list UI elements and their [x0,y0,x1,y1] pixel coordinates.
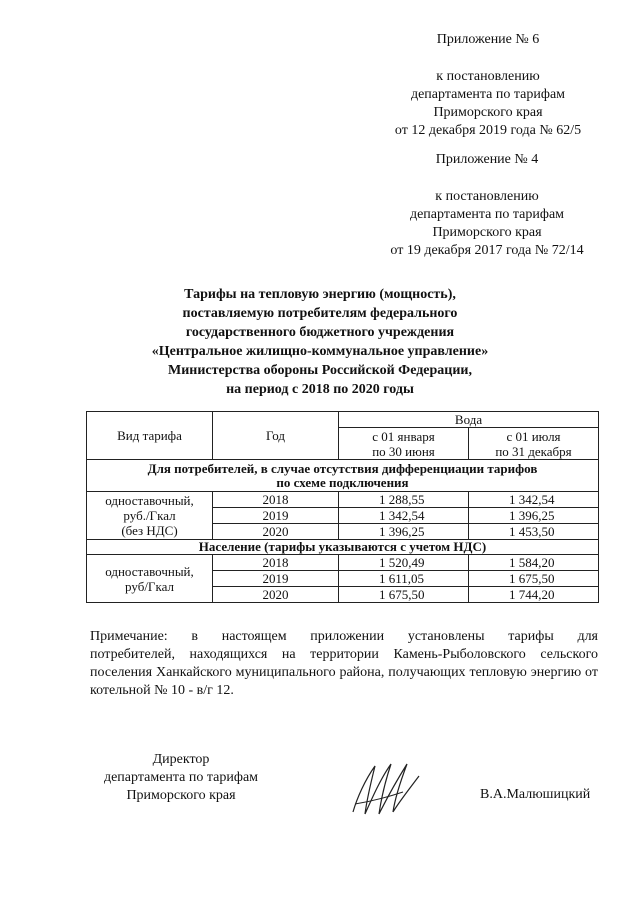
appendix-original-line: от 19 декабря 2017 года № 72/14 [390,243,584,258]
period-line: по 30 июня [372,443,435,459]
title-line: на период с 2018 по 2020 годы [226,382,414,397]
director-line: департамента по тарифам [103,770,259,785]
tariff-type-line: одноставочный, [105,493,194,508]
tariff-value-h1: 1 611,05 [339,571,469,587]
table-row [87,555,599,571]
year-cell: 2019 [213,508,339,524]
document-title [90,285,550,399]
title-line: государственного бюджетного учреждения [185,325,455,340]
appendix-current-line: от 12 декабря 2019 года № 62/5 [394,123,582,138]
title-line: Тарифы на тепловую энергию (мощность), [184,287,456,302]
year-cell: 2020 [213,524,339,540]
note-rest: потребителей, находящихся на территории Камень-Рыболовского сельского поселения Ханкайского муниципального района, получающих тепловую энергию от котельной № 10 - в/г 12. [90,647,598,698]
director-line: Директор [152,752,210,767]
appendix-original-line: Приморского края [432,225,542,240]
director-block [88,751,274,805]
year-cell: 2018 [213,555,339,571]
tariff-type-line: одноставочный, [105,563,194,579]
tariff-value-h2: 1 744,20 [469,587,599,603]
appendix-original-title: Приложение № 4 [435,152,539,167]
tariff-type-line: руб./Гкал [123,508,176,523]
appendix-current-line: Приморского края [433,105,543,120]
tariff-type-cell [87,492,213,540]
tariff-type-cell [87,555,213,603]
handwritten-signature [345,758,425,818]
appendix-current-line: департамента по тарифам [410,87,566,102]
appendix-current-title: Приложение № 6 [436,32,540,47]
period-line: с 01 июля [506,428,561,444]
header-year: Год [213,412,339,460]
appendix-original-header [376,151,598,260]
tariff-value-h2: 1 396,25 [469,508,599,524]
tariff-value-h2: 1 342,54 [469,492,599,508]
period-line: по 31 декабря [495,443,572,459]
section-title-population: Население (тарифы указываются с учетом НДС) [87,540,599,555]
section-title-line: Для потребителей, в случае отсутствия дифференциации тарифов [147,460,538,476]
tariff-value-h2: 1 453,50 [469,524,599,540]
title-line: Министерства обороны Российской Федерации, [167,363,472,378]
table-row [87,492,599,508]
year-cell: 2020 [213,587,339,603]
year-cell: 2018 [213,492,339,508]
header-period-second-half [469,428,599,460]
header-period-first-half [339,428,469,460]
appendix-original-line: к постановлению [435,189,539,204]
header-water: Вода [339,412,599,428]
tariff-value-h2: 1 584,20 [469,555,599,571]
appendix-original-line: департамента по тарифам [409,207,565,222]
tariff-value-h2: 1 675,50 [469,571,599,587]
appendix-current-header [378,31,598,140]
appendix-current-line: к постановлению [436,69,540,84]
note-paragraph [90,628,598,700]
director-line: Приморского края [126,788,236,803]
year-cell: 2019 [213,571,339,587]
tariffs-table [86,411,599,603]
title-line: поставляемую потребителям федерального [182,306,458,321]
tariff-value-h1: 1 520,49 [339,555,469,571]
tariff-value-h1: 1 396,25 [339,524,469,540]
note-first-line: Примечание: в настоящем приложении установлены тарифы для [90,629,598,644]
section-title-general [87,460,599,492]
header-tariff-type: Вид тарифа [87,412,213,460]
title-line: «Центральное жилищно-коммунальное управление» [151,344,489,359]
tariff-value-h1: 1 342,54 [339,508,469,524]
period-line: с 01 января [372,428,435,444]
tariff-value-h1: 1 288,55 [339,492,469,508]
tariff-type-line: руб/Гкал [125,578,174,594]
signer-name: В.А.Малюшицкий [480,787,591,802]
tariff-value-h1: 1 675,50 [339,587,469,603]
tariff-type-line: (без НДС) [121,523,178,538]
section-title-line: по схеме подключения [276,474,409,490]
